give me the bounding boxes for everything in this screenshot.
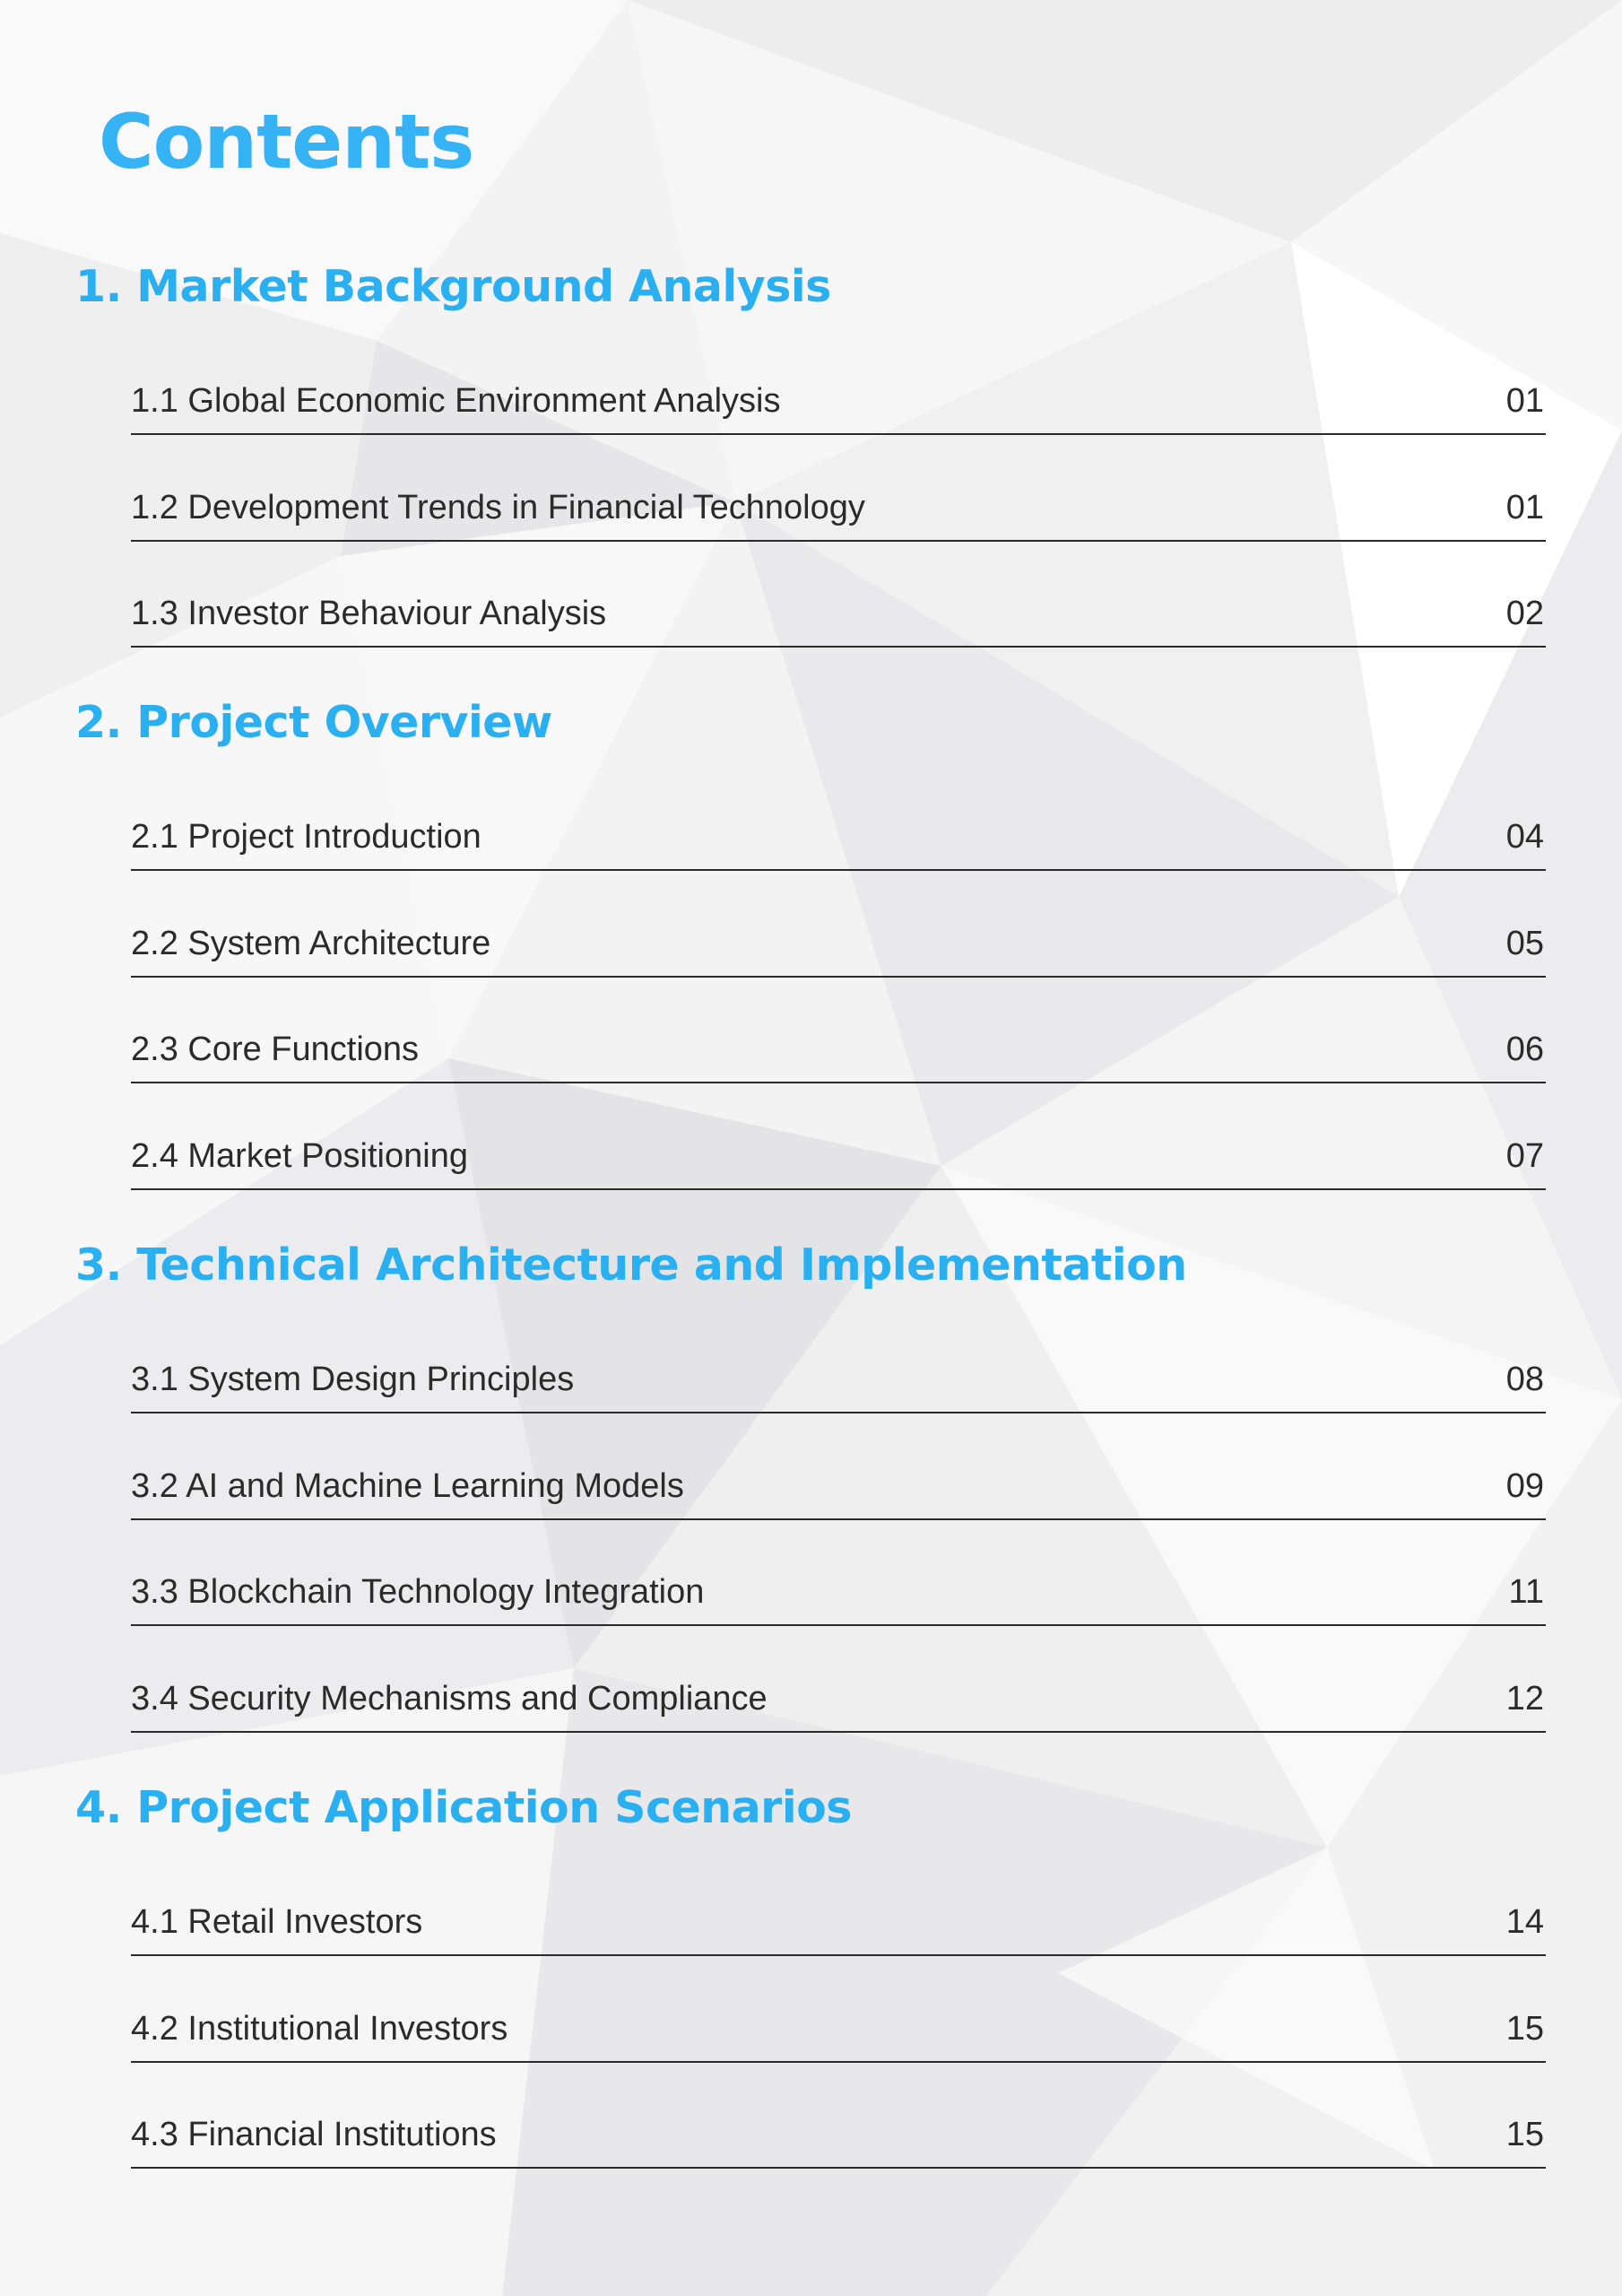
section-4 xyxy=(75,1781,1546,2187)
toc-entry-label: 4.3 Financial Institutions xyxy=(131,2116,497,2153)
toc-entry-label: 4.1 Retail Investors xyxy=(131,1903,423,1941)
section-heading: 4. Project Application Scenarios xyxy=(75,1782,852,1833)
section-heading: 2. Project Overview xyxy=(75,697,552,748)
toc-page-number: 01 xyxy=(1505,382,1544,420)
section-heading: 3. Technical Architecture and Implementation xyxy=(75,1239,1187,1291)
toc-entry[interactable] xyxy=(131,1867,1546,1956)
toc-entry-label: 3.1 System Design Principles xyxy=(131,1361,575,1398)
toc-entry[interactable] xyxy=(131,453,1546,542)
toc-entry-label: 3.3 Blockchain Technology Integration xyxy=(131,1573,705,1611)
toc-entry[interactable] xyxy=(131,782,1546,871)
toc-page-number: 06 xyxy=(1505,1031,1544,1068)
section-1 xyxy=(75,260,1546,665)
toc-entry[interactable] xyxy=(131,995,1546,1083)
toc-entry[interactable] xyxy=(131,2080,1546,2169)
toc-entry[interactable] xyxy=(131,1101,1546,1190)
toc-page-number: 12 xyxy=(1505,1679,1544,1718)
toc-entry-label: 4.2 Institutional Investors xyxy=(131,2009,508,2048)
toc-page-number: 09 xyxy=(1505,1466,1544,1505)
toc-list xyxy=(75,782,1546,1190)
toc-entry[interactable] xyxy=(131,346,1546,435)
toc-page-number: 07 xyxy=(1505,1136,1544,1175)
toc-entry-label: 2.2 System Architecture xyxy=(131,924,491,962)
toc-page-number: 15 xyxy=(1505,2009,1544,2048)
toc-entry-label: 1.3 Investor Behaviour Analysis xyxy=(131,595,607,632)
section-3 xyxy=(75,1239,1546,1750)
toc-entry[interactable] xyxy=(131,889,1546,978)
toc-list xyxy=(75,1325,1546,1733)
toc-list xyxy=(75,346,1546,648)
toc-entry[interactable] xyxy=(131,1974,1546,2063)
toc-page-number: 11 xyxy=(1508,1573,1544,1611)
toc-entry-label: 1.1 Global Economic Environment Analysis xyxy=(131,382,781,420)
toc-list xyxy=(75,1867,1546,2169)
toc-page-number: 04 xyxy=(1505,818,1544,856)
toc-page-number: 08 xyxy=(1505,1361,1544,1398)
section-heading: 1. Market Background Analysis xyxy=(75,261,831,312)
toc-entry[interactable] xyxy=(131,559,1546,648)
section-2 xyxy=(75,696,1546,1207)
toc-entry[interactable] xyxy=(131,1431,1546,1520)
toc-entry-label: 3.4 Security Mechanisms and Compliance xyxy=(131,1679,768,1718)
toc-page-number: 01 xyxy=(1505,488,1544,526)
toc-page-number: 02 xyxy=(1505,595,1544,632)
toc-entry-label: 2.3 Core Functions xyxy=(131,1031,420,1068)
page-title: Contents xyxy=(99,98,474,186)
toc-entry-label: 2.4 Market Positioning xyxy=(131,1136,468,1175)
toc-entry-label: 3.2 AI and Machine Learning Models xyxy=(131,1466,684,1505)
toc-page-number: 14 xyxy=(1505,1903,1544,1941)
toc-page-number: 15 xyxy=(1505,2116,1544,2153)
toc-entry-label: 1.2 Development Trends in Financial Technology xyxy=(131,488,865,526)
toc-entry[interactable] xyxy=(131,1644,1546,1733)
toc-page-number: 05 xyxy=(1505,924,1544,962)
toc-entry-label: 2.1 Project Introduction xyxy=(131,818,481,856)
toc-entry[interactable] xyxy=(131,1537,1546,1626)
toc-entry[interactable] xyxy=(131,1325,1546,1413)
